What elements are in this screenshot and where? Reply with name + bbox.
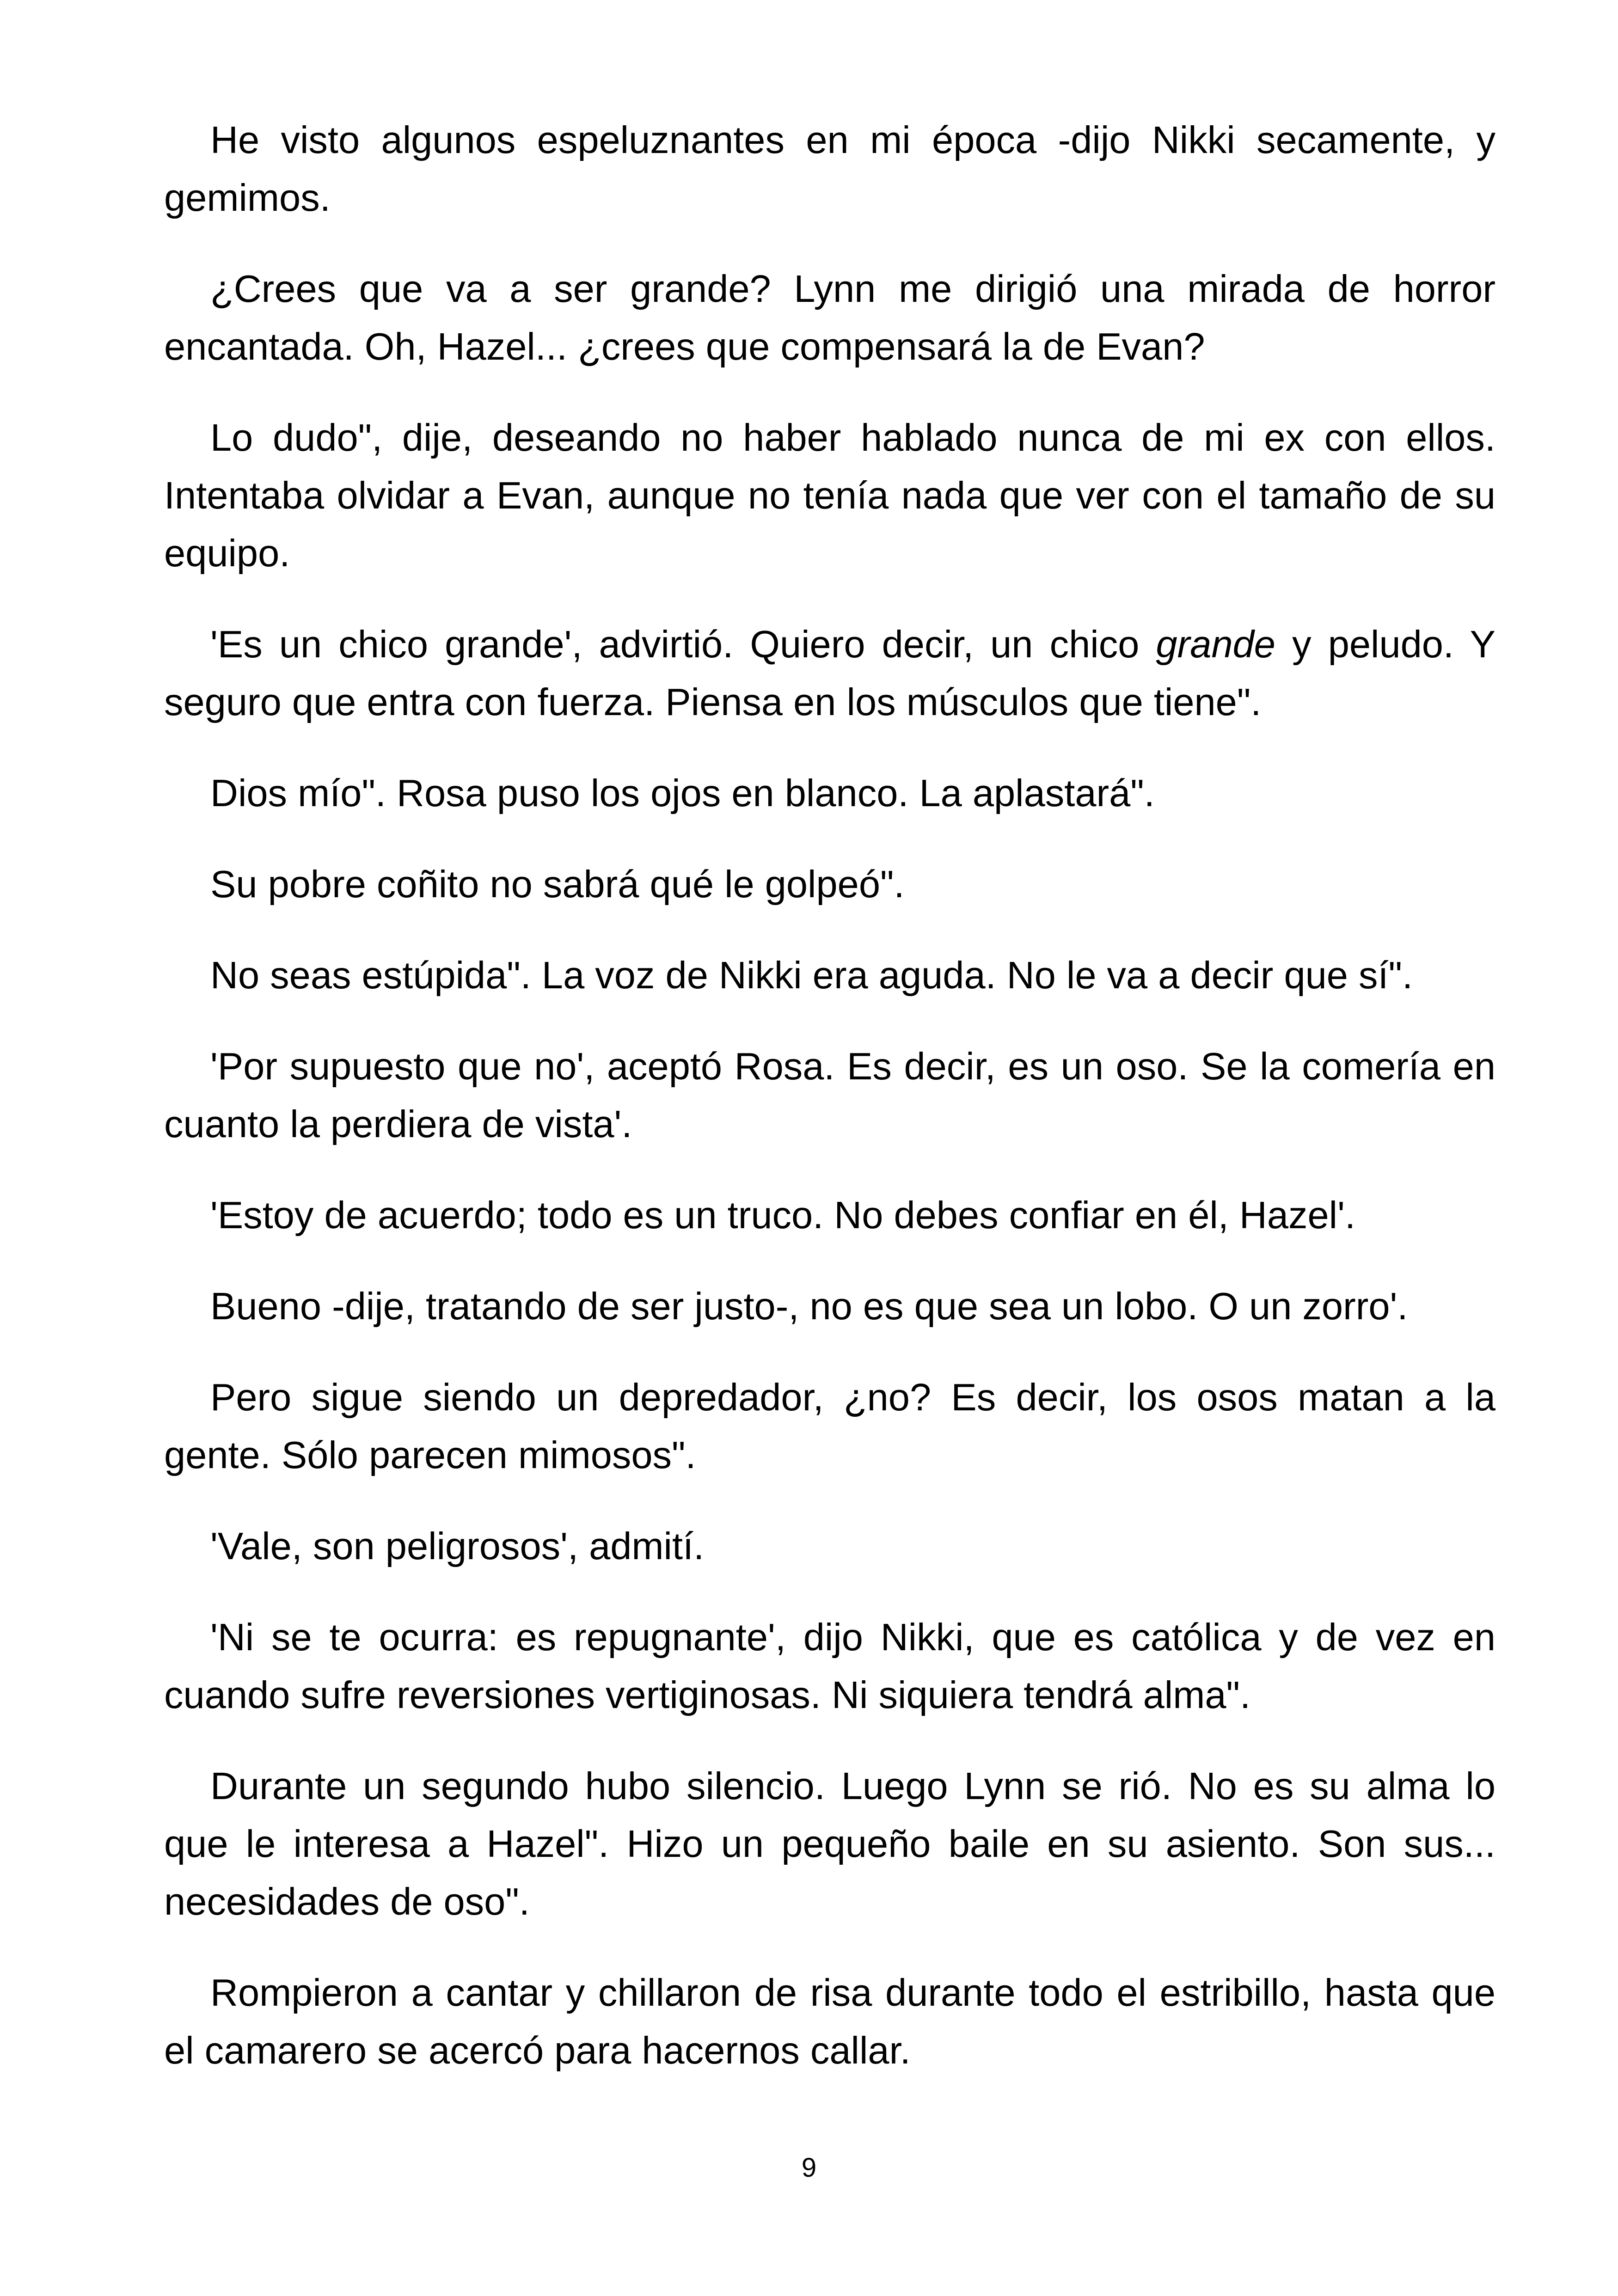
paragraph: Lo dudo", dije, deseando no haber hablado nunca de mi ex con ellos. Intentaba olvidar a Evan, aunque no tenía nada que ver con el tamaño de su equipo. xyxy=(164,416,1495,575)
page-body xyxy=(164,111,1495,2079)
paragraph-text: 'Es un chico grande', advirtió. Quiero decir, un chico xyxy=(210,623,1156,666)
paragraph: Su pobre coñito no sabrá qué le golpeó". xyxy=(210,863,905,906)
paragraph: Bueno -dije, tratando de ser justo-, no es que sea un lobo. O un zorro'. xyxy=(210,1285,1408,1328)
paragraph-text: y peludo. Y seguro que entra con fuerza. Piensa en los músculos que tiene". xyxy=(164,623,1495,723)
emphasis-text: grande xyxy=(1156,623,1275,666)
paragraph: 'Por supuesto que no', aceptó Rosa. Es decir, es un oso. Se la comería en cuanto la perdiera de vista'. xyxy=(164,1045,1495,1145)
paragraph: Rompieron a cantar y chillaron de risa durante todo el estribillo, hasta que el camarero se acercó para hacernos callar. xyxy=(164,1971,1495,2072)
paragraph: Dios mío". Rosa puso los ojos en blanco. La aplastará". xyxy=(210,771,1155,814)
paragraph: He visto algunos espeluznantes en mi época -dijo Nikki secamente, y gemimos. xyxy=(164,118,1495,219)
paragraph: 'Ni se te ocurra: es repugnante', dijo Nikki, que es católica y de vez en cuando sufre reversiones vertiginosas. Ni siquiera tendrá alma". xyxy=(164,1616,1495,1716)
paragraph: No seas estúpida". La voz de Nikki era aguda. No le va a decir que sí". xyxy=(210,954,1413,997)
paragraph xyxy=(164,615,1495,731)
paragraph: ¿Crees que va a ser grande? Lynn me dirigió una mirada de horror encantada. Oh, Hazel... ¿crees que compensará la de Evan? xyxy=(164,267,1495,368)
paragraph: Durante un segundo hubo silencio. Luego Lynn se rió. No es su alma lo que le interesa a Hazel". Hizo un pequeño baile en su asiento. Son sus... necesidades de oso". xyxy=(164,1764,1495,1923)
page-number: 9 xyxy=(801,2153,817,2183)
paragraph: 'Vale, son peligrosos', admití. xyxy=(210,1525,705,1567)
paragraph: 'Estoy de acuerdo; todo es un truco. No debes confiar en él, Hazel'. xyxy=(210,1194,1356,1237)
paragraph: Pero sigue siendo un depredador, ¿no? Es decir, los osos matan a la gente. Sólo parecen mimosos". xyxy=(164,1376,1495,1476)
